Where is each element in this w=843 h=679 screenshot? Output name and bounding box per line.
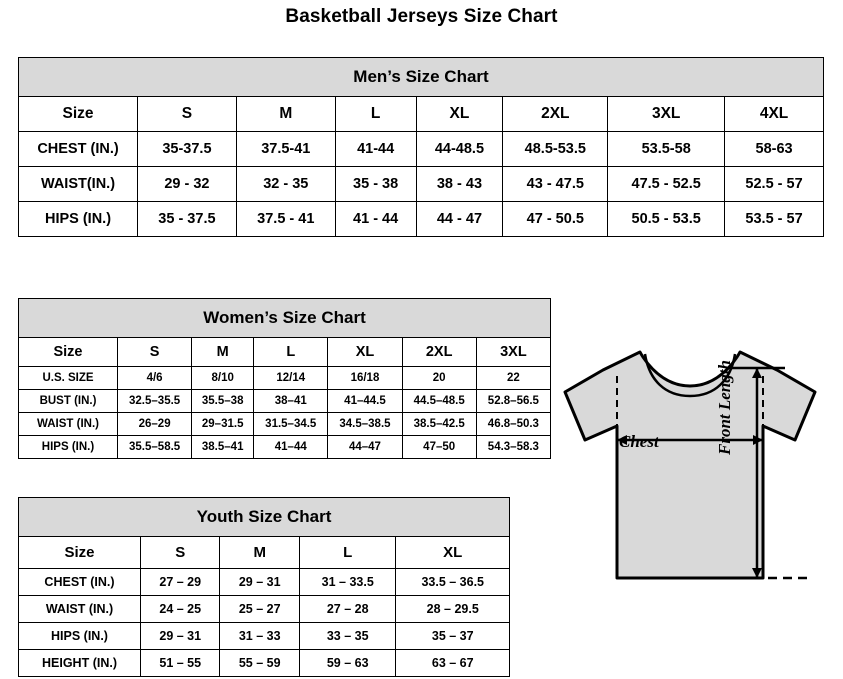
table-row [19,167,824,202]
table-row [19,390,551,413]
womens-row-label-hips: HIPS (IN.) [19,436,118,459]
womens-us-size-2xl: 20 [402,367,476,390]
youth-hips-s: 29 – 31 [141,623,220,650]
mens-waist-m: 32 - 35 [236,167,335,202]
womens-row-label-us-size: U.S. SIZE [19,367,118,390]
youth-chest-xl: 33.5 – 36.5 [396,569,510,596]
jersey-illustration-icon [545,340,835,660]
mens-row-label-waist: WAIST(IN.) [19,167,138,202]
youth-waist-s: 24 – 25 [141,596,220,623]
table-row [19,623,510,650]
womens-waist-m: 29–31.5 [192,413,254,436]
womens-chart-caption: Women’s Size Chart [19,299,551,338]
youth-height-l: 59 – 63 [299,650,396,677]
mens-chest-xl: 44-48.5 [416,132,503,167]
table-row [19,367,551,390]
mens-hips-m: 37.5 - 41 [236,202,335,237]
youth-waist-l: 27 – 28 [299,596,396,623]
womens-bust-3xl: 52.8–56.5 [476,390,550,413]
womens-hips-l: 41–44 [254,436,328,459]
mens-hips-l: 41 - 44 [335,202,416,237]
womens-bust-xl: 41–44.5 [328,390,402,413]
youth-row-label-hips: HIPS (IN.) [19,623,141,650]
mens-waist-4xl: 52.5 - 57 [725,167,824,202]
mens-waist-s: 29 - 32 [138,167,237,202]
mens-chest-m: 37.5-41 [236,132,335,167]
mens-waist-l: 35 - 38 [335,167,416,202]
mens-col-header-4xl: 4XL [725,97,824,132]
table-row [19,202,824,237]
womens-row-label-waist: WAIST (IN.) [19,413,118,436]
mens-chest-4xl: 58-63 [725,132,824,167]
womens-waist-3xl: 46.8–50.3 [476,413,550,436]
mens-chart-caption: Men’s Size Chart [19,58,824,97]
womens-chart-caption-row [19,299,551,338]
youth-col-header-size: Size [19,537,141,569]
youth-row-label-chest: CHEST (IN.) [19,569,141,596]
mens-waist-2xl: 43 - 47.5 [503,167,608,202]
womens-col-header-3xl: 3XL [476,338,550,367]
table-row [19,650,510,677]
mens-chart-caption-row [19,58,824,97]
womens-size-chart-table [18,298,551,459]
womens-waist-l: 31.5–34.5 [254,413,328,436]
youth-column-header-row [19,537,510,569]
womens-hips-s: 35.5–58.5 [118,436,192,459]
youth-chest-l: 31 – 33.5 [299,569,396,596]
womens-col-header-l: L [254,338,328,367]
youth-height-xl: 63 – 67 [396,650,510,677]
page-title: Basketball Jerseys Size Chart [285,6,558,27]
table-row [19,596,510,623]
mens-col-header-s: S [138,97,237,132]
youth-hips-xl: 35 – 37 [396,623,510,650]
womens-hips-xl: 44–47 [328,436,402,459]
womens-waist-2xl: 38.5–42.5 [402,413,476,436]
table-row [19,436,551,459]
table-row [19,413,551,436]
youth-row-label-waist: WAIST (IN.) [19,596,141,623]
womens-hips-m: 38.5–41 [192,436,254,459]
mens-column-header-row [19,97,824,132]
mens-col-header-2xl: 2XL [503,97,608,132]
mens-hips-2xl: 47 - 50.5 [503,202,608,237]
mens-waist-xl: 38 - 43 [416,167,503,202]
mens-waist-3xl: 47.5 - 52.5 [608,167,725,202]
womens-us-size-m: 8/10 [192,367,254,390]
table-row [19,132,824,167]
table-row [19,569,510,596]
womens-bust-l: 38–41 [254,390,328,413]
youth-chart-caption-row [19,498,510,537]
womens-bust-2xl: 44.5–48.5 [402,390,476,413]
womens-col-header-m: M [192,338,254,367]
mens-hips-3xl: 50.5 - 53.5 [608,202,725,237]
womens-col-header-size: Size [19,338,118,367]
mens-col-header-l: L [335,97,416,132]
youth-col-header-l: L [299,537,396,569]
womens-waist-s: 26–29 [118,413,192,436]
womens-row-label-bust: BUST (IN.) [19,390,118,413]
womens-col-header-2xl: 2XL [402,338,476,367]
womens-hips-3xl: 54.3–58.3 [476,436,550,459]
mens-col-header-m: M [236,97,335,132]
youth-hips-m: 31 – 33 [220,623,299,650]
womens-us-size-xl: 16/18 [328,367,402,390]
youth-chest-s: 27 – 29 [141,569,220,596]
mens-col-header-3xl: 3XL [608,97,725,132]
womens-bust-s: 32.5–35.5 [118,390,192,413]
youth-height-s: 51 – 55 [141,650,220,677]
youth-col-header-m: M [220,537,299,569]
mens-size-chart-table [18,57,824,237]
youth-height-m: 55 – 59 [220,650,299,677]
shirt-measurement-diagram [545,340,835,660]
mens-chest-s: 35-37.5 [138,132,237,167]
mens-hips-xl: 44 - 47 [416,202,503,237]
mens-row-label-chest: CHEST (IN.) [19,132,138,167]
youth-chest-m: 29 – 31 [220,569,299,596]
womens-us-size-l: 12/14 [254,367,328,390]
womens-bust-m: 35.5–38 [192,390,254,413]
mens-chest-l: 41-44 [335,132,416,167]
mens-hips-s: 35 - 37.5 [138,202,237,237]
youth-col-header-s: S [141,537,220,569]
womens-us-size-s: 4/6 [118,367,192,390]
womens-col-header-xl: XL [328,338,402,367]
womens-us-size-3xl: 22 [476,367,550,390]
mens-chest-2xl: 48.5-53.5 [503,132,608,167]
youth-size-chart-table [18,497,510,677]
womens-column-header-row [19,338,551,367]
mens-col-header-xl: XL [416,97,503,132]
youth-col-header-xl: XL [396,537,510,569]
youth-waist-xl: 28 – 29.5 [396,596,510,623]
youth-row-label-height: HEIGHT (IN.) [19,650,141,677]
front-length-measure-label: Front Length [715,360,734,455]
mens-hips-4xl: 53.5 - 57 [725,202,824,237]
mens-row-label-hips: HIPS (IN.) [19,202,138,237]
mens-chest-3xl: 53.5-58 [608,132,725,167]
womens-hips-2xl: 47–50 [402,436,476,459]
womens-waist-xl: 34.5–38.5 [328,413,402,436]
chest-measure-label: Chest [619,432,659,451]
youth-hips-l: 33 – 35 [299,623,396,650]
mens-col-header-size: Size [19,97,138,132]
youth-chart-caption: Youth Size Chart [19,498,510,537]
womens-col-header-s: S [118,338,192,367]
youth-waist-m: 25 – 27 [220,596,299,623]
